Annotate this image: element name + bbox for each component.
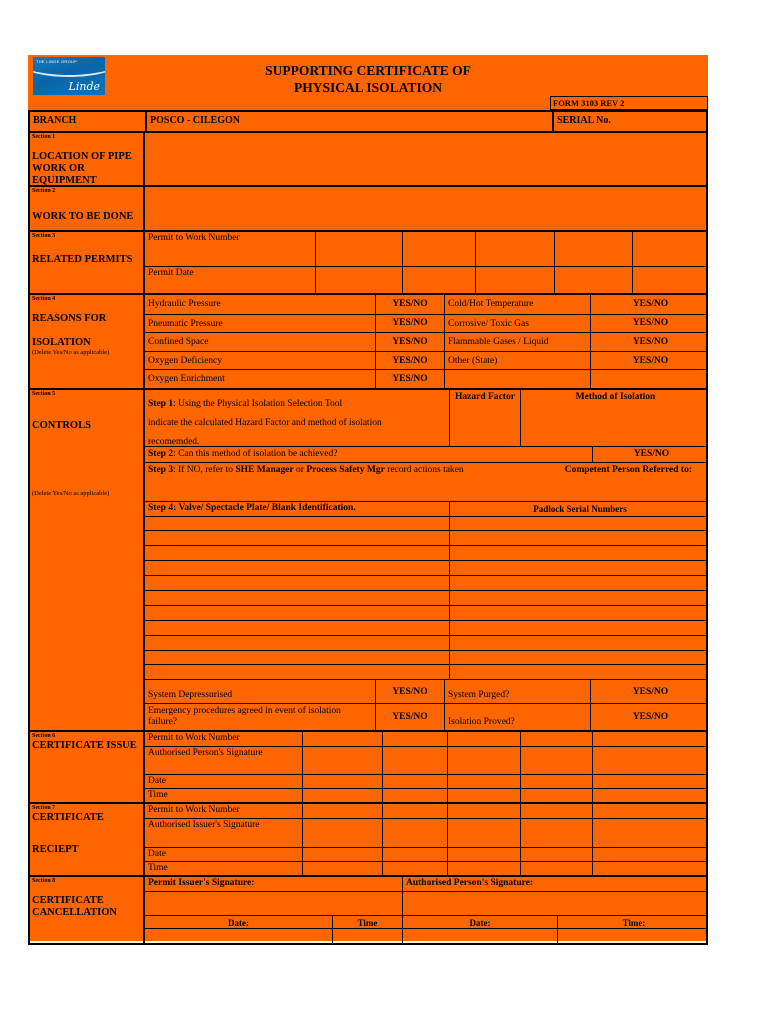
form-revision-box: FORM 3103 REV 2	[550, 96, 708, 110]
competent-person-label: Competent Person Referred to:	[564, 464, 692, 475]
section-8-label-cell	[30, 877, 145, 943]
system-depressurised-yesno: YES/NO	[375, 680, 444, 703]
padlock-cell	[449, 665, 710, 679]
cancellation-date1-cell	[145, 929, 332, 943]
padlock-cell	[449, 561, 710, 575]
system-depressurised-row	[145, 679, 706, 703]
permit-date-label: Permit Date	[148, 267, 194, 278]
permit-number-label: Permit to Work Number	[148, 233, 240, 243]
branch-row	[30, 112, 706, 131]
section-4-reasons	[30, 293, 706, 388]
step2-row	[145, 446, 706, 462]
isolation-entry-row	[145, 590, 706, 605]
reason-left-yesno: YES/NO	[375, 370, 444, 388]
reciept-time-row	[145, 861, 706, 875]
reciept-cell	[382, 862, 447, 875]
permit-number-cell	[315, 232, 402, 266]
issue-cell	[447, 789, 520, 802]
work-entry-cell	[145, 187, 706, 230]
hazard-factor-header: Hazard Factor	[449, 390, 520, 446]
identification-cell	[145, 576, 449, 590]
step3-text	[145, 463, 706, 501]
reciept-time-label: Time	[148, 863, 168, 873]
cancellation-datetime-entry-row	[145, 928, 706, 943]
location-entry-cell	[145, 133, 706, 185]
permit-date-row	[145, 266, 706, 293]
step2-text: Step 2: Can this method of isolation be achieved?	[148, 449, 338, 459]
section-1-title: LOCATION OF PIPE WORK OR EQUIPMENT	[32, 151, 132, 186]
issue-permit-number-row	[145, 732, 706, 746]
issue-time-row	[145, 788, 706, 802]
reason-row	[145, 351, 706, 370]
reciept-cell	[592, 848, 710, 861]
reason-left-yesno: YES/NO	[375, 333, 444, 351]
section-6-title: CERTIFICATE ISSUE	[32, 740, 137, 751]
section-8-title-1: CERTIFICATE	[32, 895, 104, 906]
section-3-tag: Section 3	[32, 233, 56, 239]
section-2-title: WORK TO BE DONE	[32, 211, 134, 222]
reciept-cell	[447, 819, 520, 847]
identification-cell	[145, 561, 449, 575]
serial-number-label: SERIAL No.	[552, 112, 710, 131]
section-1-location	[30, 131, 706, 185]
section-8-tag: Section 8	[32, 878, 56, 884]
identification-cell	[145, 665, 449, 679]
step3-left-text: Step 3: If NO, refer to SHE Manager or Process Safety Mgr record actions taken	[148, 464, 464, 475]
section-7-title-2: RECIEPT	[32, 844, 79, 855]
identification-cell	[145, 531, 449, 545]
section-4-title-1: REASONS FOR	[32, 313, 107, 324]
step1-line1: Step 1: Using the Physical Isolation Selection Tool	[148, 399, 343, 409]
authorised-person-signature-cell	[402, 892, 710, 914]
cancellation-time2-label: Time:	[557, 916, 710, 928]
reason-right-yesno: YES/NO	[590, 333, 710, 351]
system-purged-yesno: YES/NO	[590, 680, 710, 703]
isolation-entry-row	[145, 635, 706, 650]
reciept-cell	[447, 848, 520, 861]
reason-left-yesno: YES/NO	[375, 295, 444, 314]
issue-date-row	[145, 774, 706, 789]
branch-label: BRANCH	[33, 115, 77, 126]
permit-number-cell	[402, 232, 475, 266]
reciept-cell	[302, 848, 382, 861]
permit-issuer-signature-cell	[145, 892, 402, 914]
permit-date-cell	[632, 267, 710, 293]
section-4-label-cell	[30, 295, 145, 388]
step3-row	[145, 462, 706, 501]
reason-row	[145, 295, 706, 314]
section-7-tag: Section 7	[32, 805, 56, 811]
reciept-cell	[382, 848, 447, 861]
issue-cell	[592, 732, 710, 746]
reason-right-label: Corrosive/ Toxic Gas	[444, 315, 590, 333]
reason-left-label: Confined Space	[148, 337, 209, 348]
section-1-label-cell	[30, 133, 145, 185]
cancellation-datetime-header-row	[145, 915, 706, 928]
step1-row	[145, 390, 706, 446]
cancellation-date1-label: Date:	[228, 917, 249, 928]
reciept-cell	[382, 819, 447, 847]
cancellation-time1-label: Time	[332, 916, 402, 928]
isolation-entry-row	[145, 545, 706, 560]
isolation-entry-row	[145, 560, 706, 575]
reason-row	[145, 332, 706, 351]
issue-cell	[382, 747, 447, 773]
reason-left-label: Pneumatic Pressure	[148, 318, 223, 329]
padlock-cell	[449, 546, 710, 560]
section-4-tag: Section 4	[32, 296, 56, 302]
section-3-related-permits	[30, 230, 706, 293]
padlock-cell	[449, 636, 710, 650]
reciept-permit-number-row	[145, 804, 706, 818]
linde-group-text: THE LINDE GROUP	[36, 59, 78, 64]
identification-cell	[145, 636, 449, 650]
permit-date-cell	[402, 267, 475, 293]
permit-date-cell	[315, 267, 402, 293]
issue-cell	[520, 747, 592, 773]
linde-wordmark: Linde	[68, 80, 100, 93]
section-7-title-1: CERTIFICATE	[32, 812, 104, 823]
reciept-cell	[302, 804, 382, 818]
issue-cell	[520, 732, 592, 746]
section-5-tag: Section 5	[32, 391, 56, 397]
form-header	[28, 55, 708, 110]
isolation-entry-row	[145, 516, 706, 531]
cancellation-signature-header-row	[145, 877, 706, 891]
section-2-tag: Section 2	[32, 188, 56, 194]
permit-number-cell	[632, 232, 710, 266]
padlock-cell	[449, 517, 710, 531]
section-4-note: (Delete Yes/No as applicable)	[32, 349, 110, 356]
reciept-cell	[520, 862, 592, 875]
reciept-cell	[592, 819, 710, 847]
padlock-serial-header: Padlock Serial Numbers	[449, 502, 710, 516]
reciept-cell	[520, 804, 592, 818]
section-1-tag: Section 1	[32, 134, 56, 140]
reason-right-yesno: YES/NO	[590, 315, 710, 333]
identification-cell	[145, 591, 449, 605]
issue-date-label: Date	[148, 775, 166, 786]
isolation-entry-row	[145, 575, 706, 590]
permit-date-cell	[475, 267, 554, 293]
section-6-tag: Section 6	[32, 733, 56, 739]
system-depressurised-label: System Depressurised	[148, 690, 233, 701]
cancellation-date2-label: Date:	[402, 916, 557, 928]
reason-row	[145, 314, 706, 333]
isolation-proved-yesno: YES/NO	[590, 704, 710, 730]
padlock-cell	[449, 531, 710, 545]
section-5-note: (Delete Yes/No as applicable)	[32, 490, 110, 497]
issue-cell	[447, 747, 520, 773]
issue-cell	[302, 775, 382, 789]
issue-time-label: Time	[148, 790, 168, 800]
reciept-cell	[382, 804, 447, 818]
padlock-cell	[449, 591, 710, 605]
reason-left-yesno: YES/NO	[375, 315, 444, 333]
issue-cell	[447, 775, 520, 789]
reciept-signature-label: Authorised Issuer's Signature	[148, 820, 260, 831]
isolation-certificate-form	[28, 55, 708, 941]
reason-right-label: Cold/Hot Temperature	[444, 295, 590, 314]
reciept-cell	[302, 862, 382, 875]
cancellation-date2-cell	[402, 929, 557, 943]
section-2-label-cell	[30, 187, 145, 230]
section-7-label-cell	[30, 804, 145, 875]
permit-date-cell	[554, 267, 632, 293]
padlock-cell	[449, 606, 710, 620]
section-4-title-2: ISOLATION	[32, 337, 91, 348]
section-5-label-cell	[30, 390, 145, 730]
padlock-cell	[449, 621, 710, 635]
issue-cell	[447, 732, 520, 746]
form-title-line1: SUPPORTING CERTIFICATE OF	[265, 63, 471, 78]
issue-cell	[382, 732, 447, 746]
issue-signature-label: Authorised Person's Signature	[148, 748, 263, 759]
reciept-cell	[447, 862, 520, 875]
section-3-title: RELATED PERMITS	[32, 254, 133, 265]
isolation-entry-row	[145, 605, 706, 620]
padlock-cell	[449, 576, 710, 590]
issue-cell	[302, 747, 382, 773]
isolation-entry-row	[145, 530, 706, 545]
section-5-title: CONTROLS	[32, 420, 91, 431]
issue-signature-row	[145, 746, 706, 773]
authorised-person-signature-label: Authorised Person's Signature:	[402, 877, 710, 891]
step4-identification-header: Step 4: Valve/ Spectacle Plate/ Blank Identification.	[148, 502, 356, 513]
reciept-permit-number-label: Permit to Work Number	[148, 805, 240, 815]
logo-swoosh-icon	[33, 57, 105, 77]
form-table	[28, 110, 708, 945]
permit-number-cell	[475, 232, 554, 266]
method-of-isolation-header: Method of Isolation	[520, 390, 710, 446]
step4-header-row	[145, 501, 706, 516]
reciept-cell	[592, 862, 710, 875]
issue-cell	[520, 789, 592, 802]
reciept-cell	[520, 848, 592, 861]
issue-cell	[382, 775, 447, 789]
section-8-certificate-cancellation	[30, 875, 706, 943]
reciept-cell	[447, 804, 520, 818]
reason-row	[145, 369, 706, 388]
cancellation-time1-cell	[332, 929, 402, 943]
emergency-procedures-row	[145, 703, 706, 730]
section-5-controls	[30, 388, 706, 730]
identification-cell	[145, 546, 449, 560]
emergency-procedures-yesno: YES/NO	[375, 704, 444, 730]
issue-cell	[592, 775, 710, 789]
issue-cell	[382, 789, 447, 802]
reason-right-label: Other (State)	[444, 352, 590, 370]
form-title	[28, 55, 708, 96]
reciept-cell	[520, 819, 592, 847]
isolation-proved-label: Isolation Proved?	[444, 704, 590, 730]
issue-cell	[592, 789, 710, 802]
permit-number-row	[145, 232, 706, 266]
reciept-signature-row	[145, 818, 706, 847]
reciept-cell	[302, 819, 382, 847]
emergency-procedures-label: Emergency procedures agreed in event of isolation failure?	[148, 705, 341, 727]
identification-cell	[145, 606, 449, 620]
issue-cell	[520, 775, 592, 789]
step1-line3: recomemded.	[148, 437, 200, 446]
section-7-certificate-reciept	[30, 802, 706, 875]
issue-permit-number-label: Permit to Work Number	[148, 733, 240, 743]
reason-left-label: Hydraulic Pressure	[148, 299, 221, 309]
reciept-cell	[592, 804, 710, 818]
reciept-date-label: Date	[148, 849, 166, 859]
step1-line2: indicate the calculated Hazard Factor and method of isolation	[148, 418, 382, 428]
form-title-line2: PHYSICAL ISOLATION	[294, 80, 442, 95]
cancellation-signature-entry-row	[145, 891, 706, 914]
step1-text	[145, 390, 449, 446]
issue-cell	[302, 732, 382, 746]
section-3-label-cell	[30, 232, 145, 293]
isolation-entry-row	[145, 650, 706, 665]
section-6-label-cell	[30, 732, 145, 802]
section-8-title-2: CANCELLATION	[32, 907, 117, 918]
step2-yesno: YES/NO	[592, 447, 710, 462]
branch-value: POSCO - CILEGON	[145, 112, 552, 131]
isolation-entry-row	[145, 664, 706, 679]
reason-left-label: Oxygen Enrichment	[148, 374, 225, 385]
section-6-certificate-issue	[30, 730, 706, 802]
reason-right-label	[444, 370, 590, 388]
cancellation-time2-cell	[557, 929, 710, 943]
reason-left-label: Oxygen Deficiency	[148, 355, 223, 366]
permit-issuer-signature-label: Permit Issuer's Signature:	[148, 878, 255, 888]
identification-cell	[145, 651, 449, 665]
permit-number-cell	[554, 232, 632, 266]
reason-right-label: Flammable Gases / Liquid	[444, 333, 590, 351]
issue-cell	[302, 789, 382, 802]
identification-cell	[145, 517, 449, 531]
reason-right-yesno: YES/NO	[590, 352, 710, 370]
reason-right-yesno	[590, 370, 710, 388]
linde-logo	[33, 57, 105, 95]
issue-cell	[592, 747, 710, 773]
section-2-work	[30, 185, 706, 230]
system-purged-label: System Purged?	[444, 680, 590, 703]
reciept-date-row	[145, 847, 706, 861]
isolation-entry-row	[145, 620, 706, 635]
reason-right-yesno: YES/NO	[590, 295, 710, 314]
reason-left-yesno: YES/NO	[375, 352, 444, 370]
padlock-cell	[449, 651, 710, 665]
identification-cell	[145, 621, 449, 635]
